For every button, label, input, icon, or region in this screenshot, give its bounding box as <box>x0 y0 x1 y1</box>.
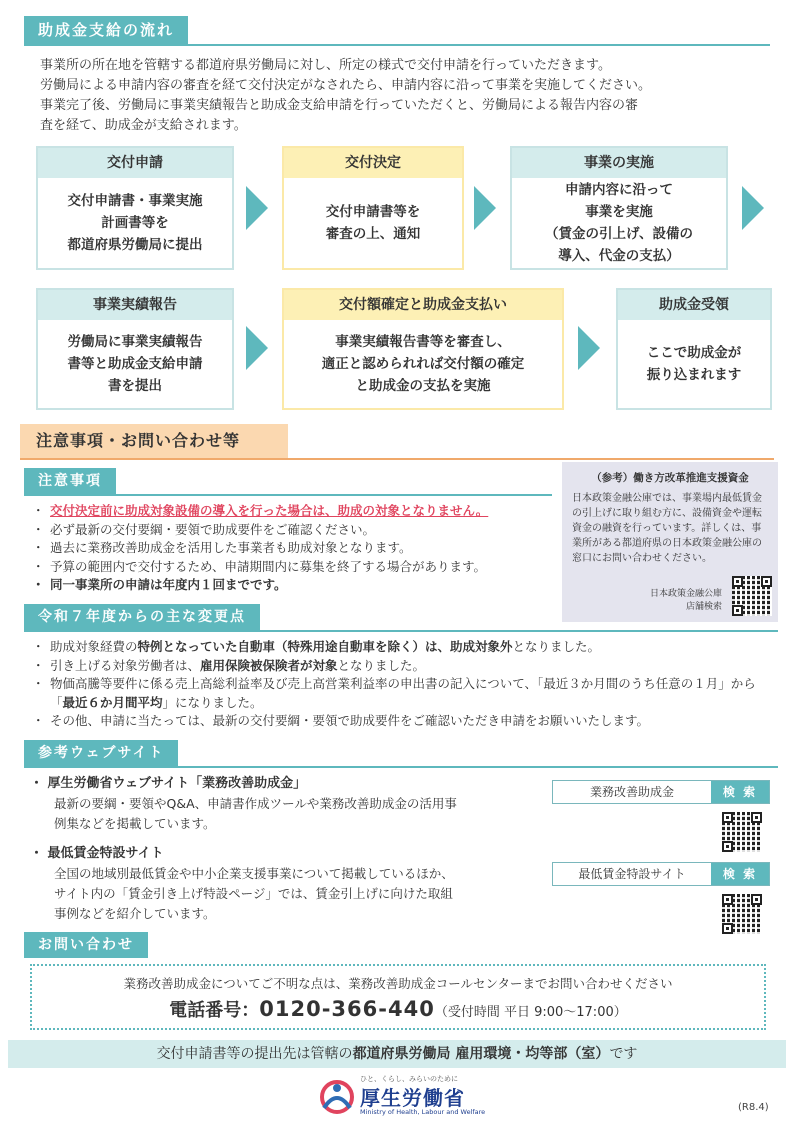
qr-code-icon[interactable] <box>722 812 762 852</box>
flow-arrow-icon <box>742 186 764 230</box>
caution-item-text: 交付決定前に助成対象設備の導入を行った場合は、助成の対象となりません。 <box>50 503 489 518</box>
submission-text: 交付申請書等の提出先は管轄の <box>156 1046 353 1062</box>
site-desc-line: 最新の要綱・要領やQ&A、申請書作成ツールや業務改善助成金の活用事 <box>54 796 457 811</box>
site-desc-line: サイト内の「賃金引き上げ特設ページ」では、賃金引上げに向けた取組 <box>54 886 453 901</box>
flow-arrow-icon <box>246 186 268 230</box>
search-box-improvement[interactable] <box>552 780 770 804</box>
change-text: となりました。 <box>512 639 601 654</box>
reference-caption <box>650 588 722 614</box>
site-entry <box>30 844 550 924</box>
logo-tagline: ひと、くらし、みらいのために <box>360 1075 458 1083</box>
contact-title: お問い合わせ <box>24 932 148 958</box>
caution-title: 注意事項 <box>24 468 116 494</box>
change-text: 助成対象経費の <box>50 639 138 654</box>
search-box-minimum-wage[interactable] <box>552 862 770 886</box>
step-receive <box>616 288 772 410</box>
step-report <box>36 288 234 410</box>
flow-arrow-icon <box>474 186 496 230</box>
change-text-bold: 雇用保険被保険者が対象 <box>200 657 338 673</box>
step-title: 事業実績報告 <box>38 290 232 320</box>
step-title: 交付額確定と助成金支払い <box>284 290 562 320</box>
site-desc <box>30 864 550 924</box>
contact-box <box>30 964 766 1030</box>
change-text-bold: 最近６か月間平均 <box>62 694 163 710</box>
step-title: 交付申請 <box>38 148 232 178</box>
qr-code-icon[interactable] <box>722 894 762 934</box>
site-desc-line: 例集などを掲載しています。 <box>54 816 216 831</box>
qr-code-icon[interactable] <box>732 576 772 616</box>
change-text: 引き上げる対象労働者は、 <box>50 657 201 673</box>
flow-arrow-icon <box>246 326 268 370</box>
notes-section-title: 注意事項・お問い合わせ等 <box>36 431 241 450</box>
step-body: 事業実績報告書等を審査し、 適正と認められれば交付額の確定 と助成金の支払を実施 <box>321 334 525 394</box>
caution-underline <box>24 494 552 496</box>
flow-title-underline <box>24 44 770 46</box>
web-title: 参考ウェブサイト <box>24 740 178 766</box>
step-apply <box>36 146 234 270</box>
contact-line: 業務改善助成金についてご不明な点は、業務改善助成金コールセンターまでお問い合わせください <box>123 976 673 991</box>
change-text-bold: 特例となっていた自動車（特殊用途自動車を除く）は、助成対象外 <box>137 639 513 654</box>
change-text: 物価高騰等要件に係る売上高総利益率及び売上高営業利益率の申出書の記入について、「最近３か月間のうち任意の１月」から「 <box>50 676 756 710</box>
step-title: 交付決定 <box>284 148 462 178</box>
reference-body: 日本政策金融公庫では、事業場内最低賃金の引上げに取り組む方に、設備資金や運転資金の融資を行っています。詳しくは、事業所がある都道府県の日本政策金融公庫の窓口にお問い合わせください。 <box>572 493 762 564</box>
caution-item: ・ 同一事業所の申請は年度内１回までです。 <box>30 576 560 595</box>
step-body: 交付申請書等を 審査の上、通知 <box>325 204 421 242</box>
step-body: 申請内容に沿って 事業を実施 （賃金の引上げ、設備の 導入、代金の支払） <box>545 182 693 264</box>
step-implementation <box>510 146 728 270</box>
change-text: 」になりました。 <box>162 694 263 710</box>
change-item <box>30 675 770 712</box>
logo-name: 厚生労働省 <box>360 1086 465 1110</box>
submission-banner <box>8 1040 786 1068</box>
phone-row <box>32 996 764 1022</box>
phone-label: 電話番号： <box>169 1000 260 1021</box>
caution-item: ・ 予算の範囲内で交付するため、申請期間内に募集を終了する場合があります。 <box>30 558 560 577</box>
caution-list <box>30 502 560 595</box>
step-body: ここで助成金が 振り込まれます <box>646 345 742 383</box>
caution-item: ・ 必ず最新の交付要綱・要領で助成要件をご確認ください。 <box>30 521 560 540</box>
changes-title: 令和７年度からの主な変更点 <box>24 604 260 630</box>
submission-text: です <box>609 1046 638 1062</box>
changes-list <box>30 638 770 731</box>
flow-intro-line: 査を経て、助成金が支給されます。 <box>40 118 247 133</box>
flow-intro-line: 事業所の所在地を管轄する都道府県労働局に対し、所定の様式で交付申請を行っていただきます。 <box>40 58 611 73</box>
step-title: 助成金受領 <box>618 290 770 320</box>
ministry-emblem-icon <box>320 1078 354 1116</box>
step-body: 労働局に事業実績報告 書等と助成金支給申請 書を提出 <box>67 334 203 394</box>
change-item <box>30 712 770 731</box>
caution-item <box>30 502 560 521</box>
change-item <box>30 638 770 657</box>
web-underline <box>24 766 778 768</box>
reference-title: （参考）働き方改革推進支援資金 <box>591 472 749 484</box>
flow-arrow-icon <box>578 326 600 370</box>
phone-hours: （受付時間 平日 9:00〜17:00） <box>434 1005 627 1020</box>
version-label: (R8.4) <box>738 1102 769 1113</box>
logo-en: Ministry of Health, Labour and Welfare <box>360 1108 486 1116</box>
site-desc <box>30 794 550 834</box>
flow-intro <box>40 56 780 136</box>
flow-intro-line: 事業完了後、労働局に事業実績報告と助成金支給申請を行っていただくと、労働局による報告内容の審 <box>40 98 639 113</box>
ministry-logo <box>320 1074 500 1118</box>
site-desc-line: 事例などを紹介しています。 <box>54 906 216 921</box>
search-button[interactable]: 検 索 <box>711 863 769 885</box>
change-text: となりました。 <box>337 657 426 673</box>
site-name[interactable]: ・ 最低賃金特設サイト <box>30 846 164 861</box>
search-label: 最低賃金特設サイト <box>578 867 686 881</box>
change-item <box>30 657 770 676</box>
site-entry <box>30 774 550 834</box>
submission-text-bold: 都道府県労働局 雇用環境・均等部（室） <box>352 1046 610 1062</box>
step-decision <box>282 146 464 270</box>
step-confirm-payment <box>282 288 564 410</box>
flow-section-title: 助成金支給の流れ <box>24 16 188 44</box>
flow-intro-line: 労働局による申請内容の審査を経て交付決定がなされたら、申請内容に沿って事業を実施してください。 <box>40 78 652 93</box>
site-desc-line: 全国の地域別最低賃金や中小企業支援事業について掲載しているほか、 <box>54 866 454 881</box>
reference-box <box>562 462 778 622</box>
reference-caption-line: 店舗検索 <box>685 602 722 612</box>
site-name[interactable]: ・ 厚生労働省ウェブサイト「業務改善助成金」 <box>30 776 307 791</box>
step-title: 事業の実施 <box>512 148 726 178</box>
notes-title-underline <box>20 458 774 460</box>
site-name-text[interactable]: 厚生労働省ウェブサイト「業務改善助成金」 <box>47 776 307 791</box>
changes-underline <box>24 630 778 632</box>
site-name-text[interactable]: 最低賃金特設サイト <box>47 846 164 861</box>
step-body: 交付申請書・事業実施 計画書等を 都道府県労働局に提出 <box>67 193 203 253</box>
reference-caption-line: 日本政策金融公庫 <box>649 589 722 599</box>
caution-item: ・ 過去に業務改善助成金を活用した事業者も助成対象となります。 <box>30 539 560 558</box>
phone-number[interactable]: 0120-366-440 <box>259 997 435 1021</box>
search-label: 業務改善助成金 <box>589 785 674 799</box>
change-text: その他、申請に当たっては、最新の交付要綱・要領で助成要件をご確認いただき申請をお願いいたします。 <box>50 713 650 728</box>
search-button[interactable]: 検 索 <box>711 781 769 803</box>
